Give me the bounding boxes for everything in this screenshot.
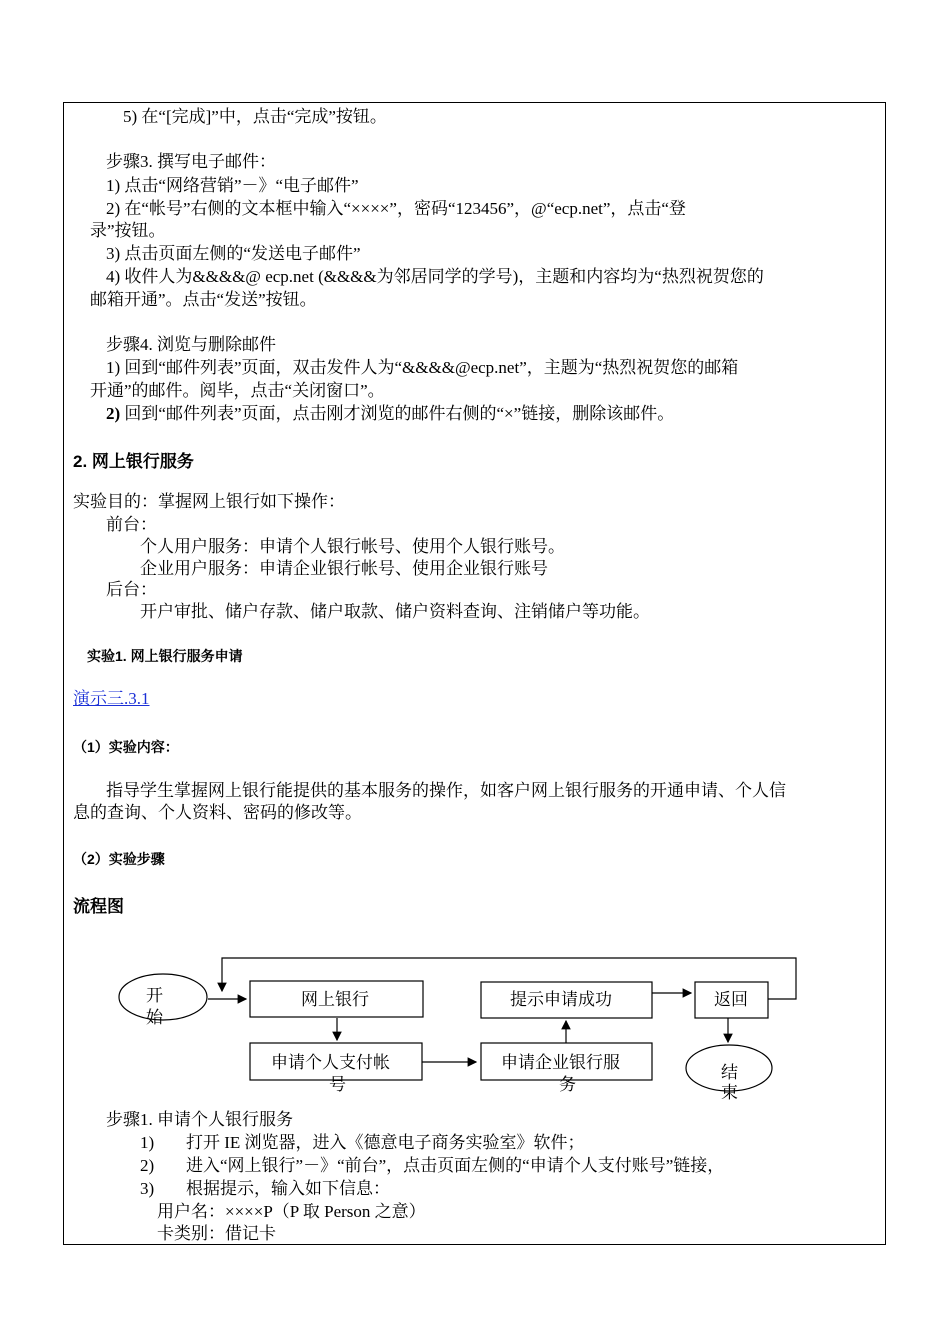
- content-text-1: 指导学生掌握网上银行能提供的基本服务的操作，如客户网上银行服务的开通申请、个人信: [106, 781, 786, 800]
- step1-item-2: [140, 1155, 724, 1177]
- content-title: （1）实验内容：: [73, 739, 179, 755]
- flowchart: [110, 950, 810, 1105]
- enterprise-service-line: 企业用户服务：申请企业银行帐号、使用企业银行账号: [140, 559, 548, 578]
- step4-item-1-cont: 开通”的邮件。阅毕，点击“关闭窗口”。: [90, 381, 385, 400]
- step1-item-1: [140, 1132, 585, 1154]
- step4-item-2-num: 2): [106, 404, 121, 423]
- flow-apply-enterprise-label-2: 务: [559, 1075, 576, 1094]
- flowchart-title: 流程图: [73, 897, 124, 916]
- step3-item-1: 1) 点击“网络营销”－》“电子邮件”: [106, 176, 359, 195]
- step3-item-4-cont: 邮箱开通”。点击“发送”按钮。: [90, 290, 317, 309]
- step3-item-2-cont: 录”按钮。: [90, 221, 166, 240]
- step3-item-4: 4) 收件人为&&&&@ ecp.net (&&&&为邻居同学的学号)，主题和内容均为“热烈祝贺您的: [106, 267, 764, 286]
- step1-item-1-num: 1): [140, 1133, 155, 1152]
- step1-item-2-text: 进入“网上银行”－》“前台”，点击页面左侧的“申请个人支付账号”链接，: [186, 1156, 725, 1175]
- step4-item-1: 1) 回到“邮件列表”页面，双击发件人为“&&&&@ecp.net”，主题为“热烈祝贺您的邮箱: [106, 358, 739, 377]
- step1-item-3-text: 根据提示，输入如下信息：: [186, 1179, 390, 1198]
- step4-title: 步骤4. 浏览与删除邮件: [106, 335, 276, 354]
- content-text-2: 息的查询、个人资料、密码的修改等。: [73, 803, 362, 822]
- flow-apply-enterprise-label-1: 申请企业银行服: [501, 1053, 620, 1072]
- experiment-1-title: 实验1. 网上银行服务申请: [87, 648, 243, 664]
- step1-item-2-num: 2): [140, 1156, 155, 1175]
- flow-start-label-2: 始: [146, 1008, 163, 1027]
- step1-item-1-text: 打开 IE 浏览器，进入《德意电子商务实验室》软件；: [186, 1133, 585, 1152]
- steps-title: （2）实验步骤: [73, 851, 165, 867]
- step3-item-2: 2) 在“帐号”右侧的文本框中输入“××××”，密码“123456”，@“ecp.net”，点击“登: [106, 199, 686, 218]
- purpose-line: 实验目的：掌握网上银行如下操作：: [73, 492, 345, 511]
- flow-end-label-1: 结: [721, 1063, 738, 1082]
- step1-title: 步骤1. 申请个人银行服务: [106, 1110, 293, 1129]
- username-line: 用户名：××××P（P 取 Person 之意）: [157, 1202, 426, 1221]
- step1-item-3-num: 3): [140, 1179, 155, 1198]
- backend-label: 后台：: [106, 580, 157, 599]
- flow-apply-personal-label-1: 申请个人支付帐: [271, 1053, 390, 1072]
- step3-title: 步骤3. 撰写电子邮件：: [106, 152, 276, 171]
- step3-item-3: 3) 点击页面左侧的“发送电子邮件”: [106, 244, 361, 263]
- flow-start-label-1: 开: [146, 986, 163, 1005]
- step5-line: 5) 在“[完成]”中，点击“完成”按钮。: [123, 107, 387, 126]
- frontend-label: 前台：: [106, 515, 157, 534]
- step1-item-3: [140, 1178, 390, 1200]
- flow-back-label: 返回: [714, 990, 748, 1009]
- flow-netbank-label: 网上银行: [301, 990, 369, 1009]
- backend-functions-line: 开户审批、储户存款、储户取款、储户资料查询、注销储户等功能。: [140, 602, 650, 621]
- flow-start-node: [119, 974, 207, 1020]
- section-title-online-banking: 2. 网上银行服务: [73, 452, 194, 471]
- personal-service-line: 个人用户服务：申请个人银行帐号、使用个人银行账号。: [140, 537, 565, 556]
- flow-apply-personal-label-2: 号: [329, 1075, 346, 1094]
- cardtype-line: 卡类别：借记卡: [157, 1224, 276, 1243]
- demo-link[interactable]: 演示三.3.1: [73, 689, 150, 708]
- step4-item-2-text: 回到“邮件列表”页面，点击刚才浏览的邮件右侧的“×”链接，删除该邮件。: [120, 404, 675, 423]
- flow-end-label-2: 束: [721, 1083, 738, 1102]
- flow-success-label: 提示申请成功: [510, 990, 612, 1009]
- step4-item-2: [106, 403, 674, 425]
